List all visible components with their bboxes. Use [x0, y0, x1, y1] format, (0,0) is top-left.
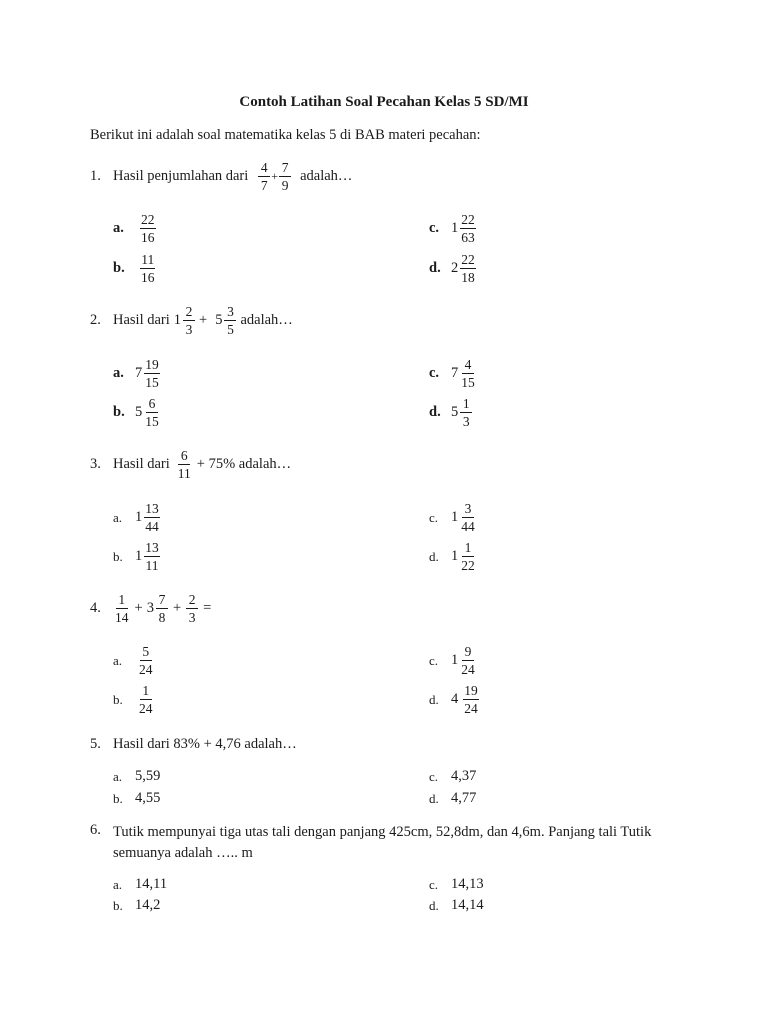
whole-number: 3 — [146, 600, 154, 616]
option-label: d. — [429, 548, 439, 564]
option-a[interactable] — [113, 212, 157, 245]
whole-number: 7 — [135, 365, 143, 381]
option-c[interactable] — [429, 876, 484, 893]
denominator: 24 — [461, 662, 475, 677]
question-text: Hasil dari 83% + 4,76 adalah… — [113, 736, 297, 752]
denominator: 5 — [227, 322, 234, 337]
question-suffix: adalah… — [300, 168, 353, 184]
whole-number: 4 — [451, 691, 459, 707]
option-b[interactable] — [113, 540, 161, 573]
option-label: b. — [113, 260, 125, 276]
option-a[interactable] — [113, 357, 161, 390]
fraction — [224, 304, 236, 337]
option-label: a. — [113, 768, 123, 784]
numerator: 2 — [183, 304, 195, 321]
question-3 — [90, 448, 291, 481]
option-b[interactable] — [113, 897, 160, 914]
question-prefix: Hasil dari — [113, 312, 170, 328]
option-label: b. — [113, 790, 123, 806]
page-title: Contoh Latihan Soal Pecahan Kelas 5 SD/MI — [239, 94, 529, 110]
question-number: 5. — [90, 736, 101, 752]
question-number: 4. — [90, 600, 101, 616]
option-d[interactable] — [429, 683, 480, 716]
denominator: 14 — [115, 610, 129, 625]
whole-number: 1 — [451, 220, 459, 236]
fraction — [114, 592, 130, 625]
option-fraction — [460, 644, 476, 677]
denominator: 63 — [461, 230, 475, 245]
question-2 — [90, 304, 293, 337]
option-label: b. — [113, 404, 125, 420]
denominator: 15 — [461, 375, 475, 390]
fraction — [183, 304, 195, 337]
option-value: 14,14 — [451, 897, 484, 913]
option-label: c. — [429, 220, 440, 236]
numerator: 13 — [145, 501, 159, 516]
denominator: 18 — [461, 270, 475, 285]
question-text — [113, 304, 293, 337]
numerator: 13 — [145, 540, 159, 555]
option-label: a. — [113, 509, 123, 525]
numerator: 5 — [140, 644, 152, 661]
option-a[interactable] — [113, 644, 155, 677]
equals-sign: = — [203, 600, 212, 616]
option-fraction — [144, 357, 160, 390]
option-fraction — [144, 540, 160, 573]
option-label: c. — [429, 652, 439, 668]
numerator: 6 — [178, 448, 190, 465]
option-d[interactable] — [429, 396, 473, 429]
option-label: c. — [429, 509, 439, 525]
operator: + — [271, 169, 279, 183]
operator: + — [199, 312, 208, 328]
numerator: 11 — [141, 252, 155, 267]
whole-number: 7 — [451, 365, 459, 381]
denominator: 15 — [145, 414, 159, 429]
option-fraction — [460, 212, 476, 245]
option-fraction — [138, 683, 154, 716]
whole-number: 1 — [451, 652, 459, 668]
option-label: d. — [429, 897, 439, 913]
denominator: 24 — [139, 701, 153, 716]
option-label: c. — [429, 365, 440, 381]
intro-text: Berikut ini adalah soal matematika kelas 5 di BAB materi pecahan: — [90, 127, 481, 143]
option-fraction — [460, 396, 472, 429]
option-a[interactable] — [113, 768, 160, 785]
option-label: c. — [429, 876, 439, 892]
numerator: 22 — [461, 252, 475, 267]
denominator: 16 — [141, 270, 155, 285]
question-prefix: Hasil dari — [113, 456, 170, 472]
numerator: 4 — [462, 357, 474, 374]
option-value: 14,11 — [135, 876, 168, 892]
fraction — [177, 448, 192, 481]
numerator: 3 — [462, 501, 474, 518]
denominator: 3 — [462, 414, 470, 429]
question-suffix: adalah… — [240, 312, 293, 328]
denominator: 44 — [461, 519, 475, 534]
question-number: 1. — [90, 168, 101, 184]
denominator: 3 — [188, 610, 196, 625]
denominator: 16 — [141, 230, 155, 245]
operator: + — [172, 600, 182, 616]
numerator: 6 — [146, 396, 158, 413]
whole-number: 1 — [451, 509, 459, 525]
option-fraction — [144, 396, 160, 429]
option-b[interactable] — [113, 396, 161, 429]
numerator: 19 — [464, 683, 478, 698]
option-value: 4,55 — [135, 790, 161, 806]
question-suffix: + 75% adalah… — [196, 456, 292, 472]
option-d[interactable] — [429, 540, 477, 573]
option-fraction — [460, 357, 476, 390]
option-label: a. — [113, 365, 124, 381]
whole-number: 5 — [135, 404, 143, 420]
option-label: b. — [113, 548, 123, 564]
denominator: 3 — [185, 322, 193, 337]
question-text — [113, 592, 211, 625]
option-b[interactable] — [113, 252, 157, 285]
numerator: 9 — [462, 644, 474, 661]
option-c[interactable] — [429, 768, 476, 785]
operator: + — [134, 600, 143, 616]
whole-number: 2 — [451, 260, 459, 276]
numerator: 1 — [116, 592, 128, 609]
question-number: 3. — [90, 456, 101, 472]
option-value: 4,77 — [451, 790, 477, 806]
numerator: 7 — [156, 592, 168, 609]
option-value: 5,59 — [135, 768, 161, 784]
denominator: 15 — [145, 375, 159, 390]
numerator: 3 — [224, 304, 236, 321]
denominator: 24 — [139, 662, 153, 677]
question-text — [113, 448, 291, 481]
option-label: d. — [429, 260, 441, 276]
fraction — [258, 160, 270, 193]
question-4 — [90, 592, 211, 625]
denominator: 11 — [145, 558, 159, 573]
denominator: 11 — [177, 466, 191, 481]
option-a[interactable] — [113, 501, 161, 534]
numerator: 19 — [145, 357, 159, 372]
option-fraction — [460, 252, 476, 285]
fraction — [279, 160, 291, 193]
numerator: 4 — [258, 160, 270, 177]
option-label: d. — [429, 404, 441, 420]
denominator: 24 — [464, 701, 478, 716]
option-c[interactable] — [429, 357, 477, 390]
question-number: 6. — [90, 822, 101, 838]
option-fraction — [460, 540, 476, 573]
option-fraction — [140, 252, 156, 285]
option-fraction — [138, 644, 154, 677]
fraction — [156, 592, 168, 625]
fraction — [186, 592, 198, 625]
question-1 — [90, 160, 352, 193]
denominator: 8 — [158, 610, 166, 625]
whole-number: 5 — [451, 404, 459, 420]
option-label: a. — [113, 652, 123, 668]
option-b[interactable] — [113, 683, 155, 716]
option-c[interactable] — [429, 212, 477, 245]
numerator: 7 — [279, 160, 291, 177]
whole-number: 1 — [135, 509, 143, 525]
whole-number: 1 — [135, 548, 143, 564]
option-label: d. — [429, 691, 439, 707]
option-label: a. — [113, 876, 123, 892]
whole-number: 1 — [451, 548, 459, 564]
option-c[interactable] — [429, 644, 477, 677]
denominator: 44 — [145, 519, 159, 534]
option-label: b. — [113, 897, 123, 913]
question-number: 2. — [90, 312, 101, 328]
denominator: 22 — [461, 558, 475, 573]
option-fraction — [140, 212, 156, 245]
option-value: 14,2 — [135, 897, 161, 913]
option-value: 4,37 — [451, 768, 477, 784]
option-label: b. — [113, 691, 123, 707]
question-5 — [90, 736, 297, 753]
whole-number: 5 — [215, 312, 223, 328]
option-label: c. — [429, 768, 439, 784]
question-prefix: Hasil penjumlahan dari — [113, 168, 249, 184]
option-d[interactable] — [429, 790, 476, 807]
option-d[interactable] — [429, 897, 484, 914]
numerator: 22 — [141, 212, 155, 227]
numerator: 1 — [462, 540, 474, 557]
option-label: a. — [113, 220, 124, 236]
option-label: d. — [429, 790, 439, 806]
option-fraction — [144, 501, 160, 534]
option-value: 14,13 — [451, 876, 484, 892]
question-text: Tutik mempunyai tiga utas tali dengan panjang 425cm, 52,8dm, dan 4,6m. Panjang tali Tutik semuanya adalah ….. m — [113, 824, 652, 861]
option-c[interactable] — [429, 501, 477, 534]
numerator: 1 — [460, 396, 472, 413]
numerator: 1 — [140, 683, 152, 700]
denominator: 9 — [281, 178, 289, 193]
option-fraction — [463, 683, 479, 716]
question-text — [113, 160, 352, 193]
option-d[interactable] — [429, 252, 477, 285]
denominator: 7 — [260, 178, 268, 193]
option-fraction — [460, 501, 476, 534]
option-a[interactable] — [113, 876, 167, 893]
numerator: 22 — [461, 212, 475, 227]
whole-number: 1 — [173, 312, 182, 328]
option-b[interactable] — [113, 790, 160, 807]
numerator: 2 — [186, 592, 198, 609]
